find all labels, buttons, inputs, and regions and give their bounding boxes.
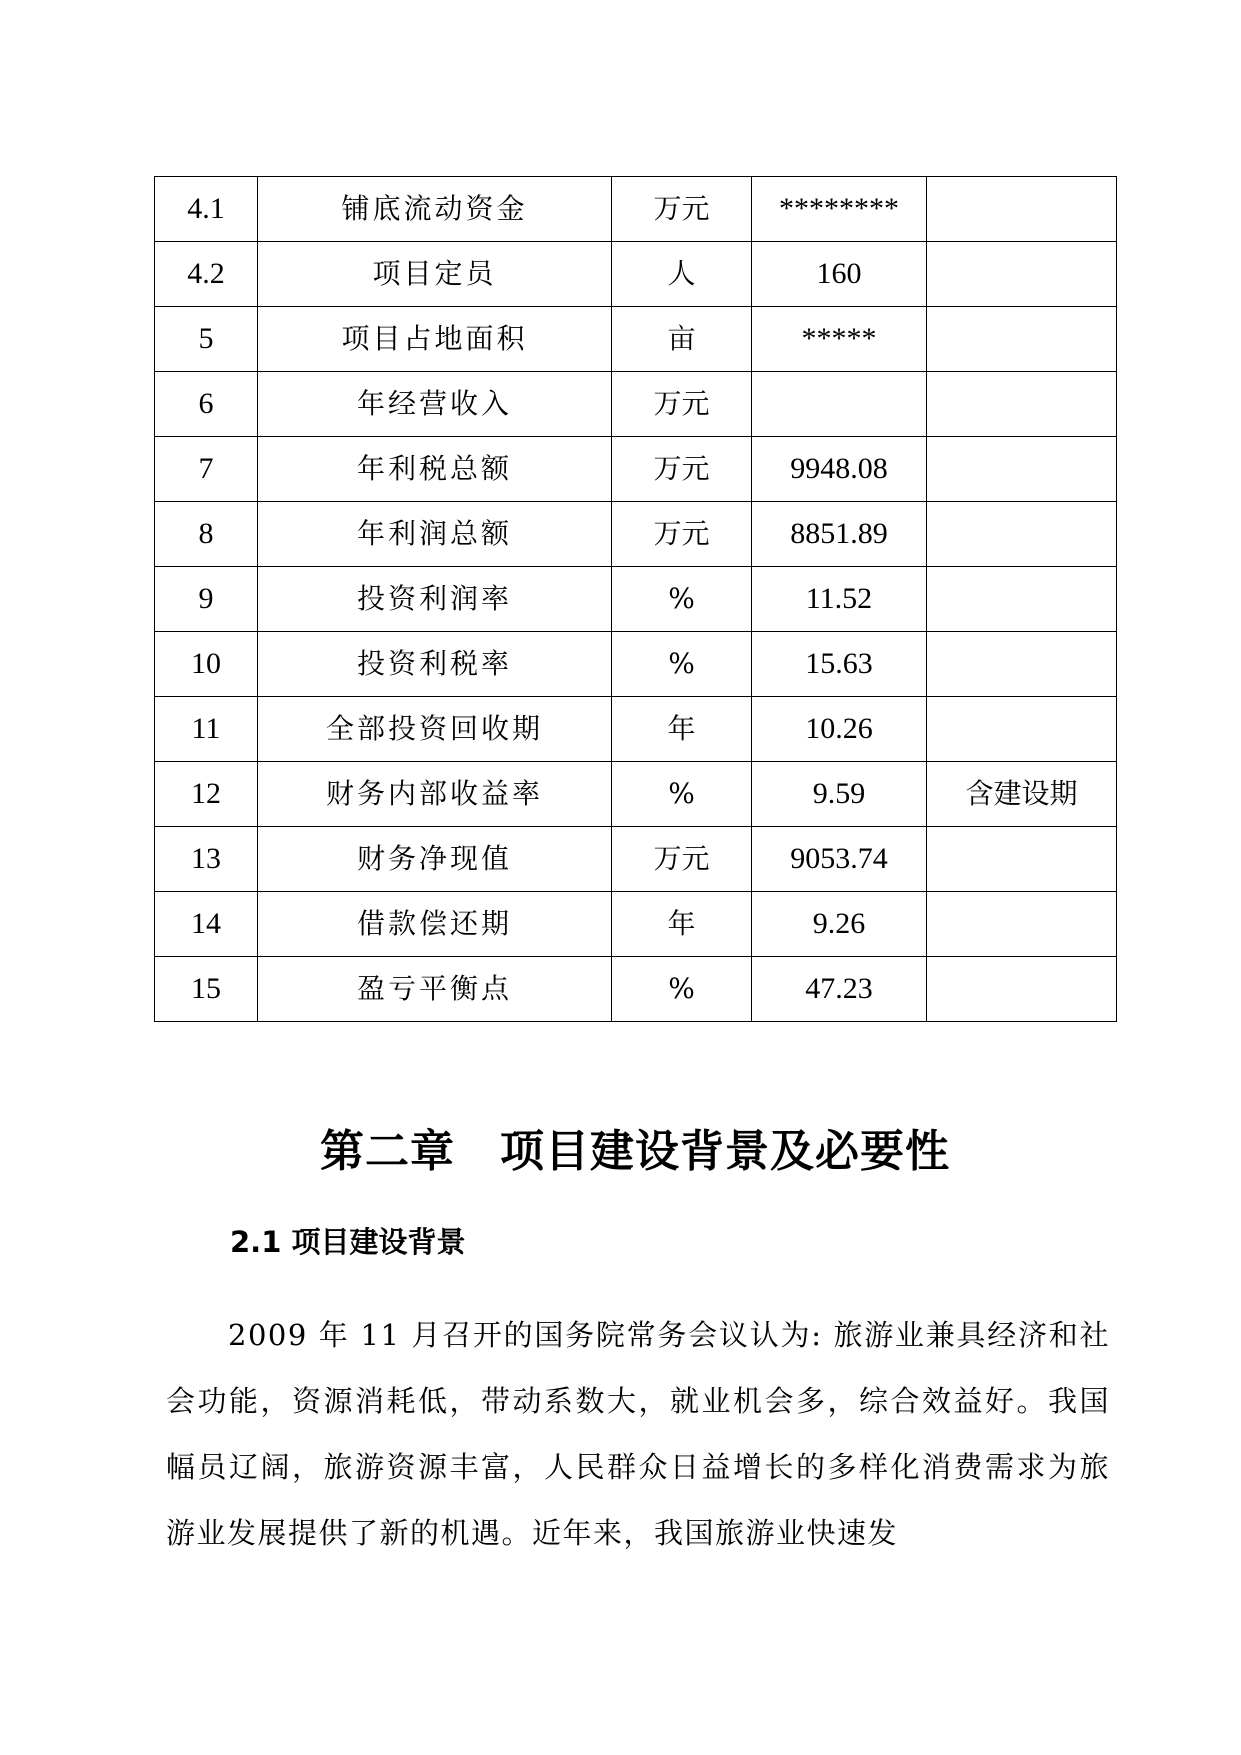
value-cell: 160 [752,242,927,307]
row-number-cell: 14 [155,892,258,957]
value-cell: 10.26 [752,697,927,762]
note-cell: 含建设期 [927,762,1117,827]
table-row [155,827,1117,892]
note-cell [927,242,1117,307]
table-row [155,632,1117,697]
unit-cell: 万元 [612,177,752,242]
value-cell: 9.26 [752,892,927,957]
row-number-cell: 4.2 [155,242,258,307]
item-name-cell: 年利税总额 [258,437,612,502]
value-cell [752,372,927,437]
item-name-cell: 投资利税率 [258,632,612,697]
value-cell: 9053.74 [752,827,927,892]
row-number-cell: 6 [155,372,258,437]
item-name-cell: 年利润总额 [258,502,612,567]
item-name-cell: 财务净现值 [258,827,612,892]
table-body [155,177,1117,1022]
item-name-cell: 投资利润率 [258,567,612,632]
unit-cell: 人 [612,242,752,307]
unit-cell: 年 [612,697,752,762]
table-row [155,567,1117,632]
table-row [155,242,1117,307]
unit-cell: % [612,632,752,697]
item-name-cell: 盈亏平衡点 [258,957,612,1022]
row-number-cell: 4.1 [155,177,258,242]
item-name-cell: 全部投资回收期 [258,697,612,762]
table-row [155,697,1117,762]
note-cell [927,502,1117,567]
project-summary-table [154,176,1117,1022]
item-name-cell: 项目占地面积 [258,307,612,372]
row-number-cell: 15 [155,957,258,1022]
table-row [155,502,1117,567]
value-cell: 8851.89 [752,502,927,567]
item-name-cell: 项目定员 [258,242,612,307]
value-cell: ***** [752,307,927,372]
unit-cell: % [612,957,752,1022]
unit-cell: 年 [612,892,752,957]
note-cell [927,372,1117,437]
note-cell [927,307,1117,372]
unit-cell: 万元 [612,437,752,502]
body-paragraph: 2009 年 11 月召开的国务院常务会议认为: 旅游业兼具经济和社会功能，资源消耗低，带动系数大，就业机会多，综合效益好。我国幅员辽阔，旅游资源丰富，人民群众日益增长的多样化消费需求为旅游业发展提供了新的机遇。近年来，我国旅游业快速发 [166,1318,1110,1550]
row-number-cell: 13 [155,827,258,892]
value-cell: 11.52 [752,567,927,632]
value-cell: 47.23 [752,957,927,1022]
unit-cell: % [612,762,752,827]
section-title: 2.1 项目建设背景 [230,1225,466,1259]
unit-cell: 万元 [612,827,752,892]
row-number-cell: 5 [155,307,258,372]
note-cell [927,892,1117,957]
table-row [155,372,1117,437]
row-number-cell: 9 [155,567,258,632]
unit-cell: 万元 [612,372,752,437]
chapter-title: 第二章 项目建设背景及必要性 [320,1126,950,1177]
item-name-cell: 铺底流动资金 [258,177,612,242]
value-cell: ******** [752,177,927,242]
note-cell [927,827,1117,892]
row-number-cell: 8 [155,502,258,567]
row-number-cell: 10 [155,632,258,697]
note-cell [927,957,1117,1022]
note-cell [927,567,1117,632]
unit-cell: % [612,567,752,632]
item-name-cell: 财务内部收益率 [258,762,612,827]
table-row [155,892,1117,957]
note-cell [927,697,1117,762]
unit-cell: 万元 [612,502,752,567]
note-cell [927,632,1117,697]
row-number-cell: 11 [155,697,258,762]
table-row [155,307,1117,372]
item-name-cell: 年经营收入 [258,372,612,437]
table-row [155,437,1117,502]
row-number-cell: 7 [155,437,258,502]
table-row [155,762,1117,827]
note-cell [927,177,1117,242]
table-row [155,957,1117,1022]
value-cell: 15.63 [752,632,927,697]
row-number-cell: 12 [155,762,258,827]
note-cell [927,437,1117,502]
value-cell: 9.59 [752,762,927,827]
table-row [155,177,1117,242]
value-cell: 9948.08 [752,437,927,502]
unit-cell: 亩 [612,307,752,372]
item-name-cell: 借款偿还期 [258,892,612,957]
